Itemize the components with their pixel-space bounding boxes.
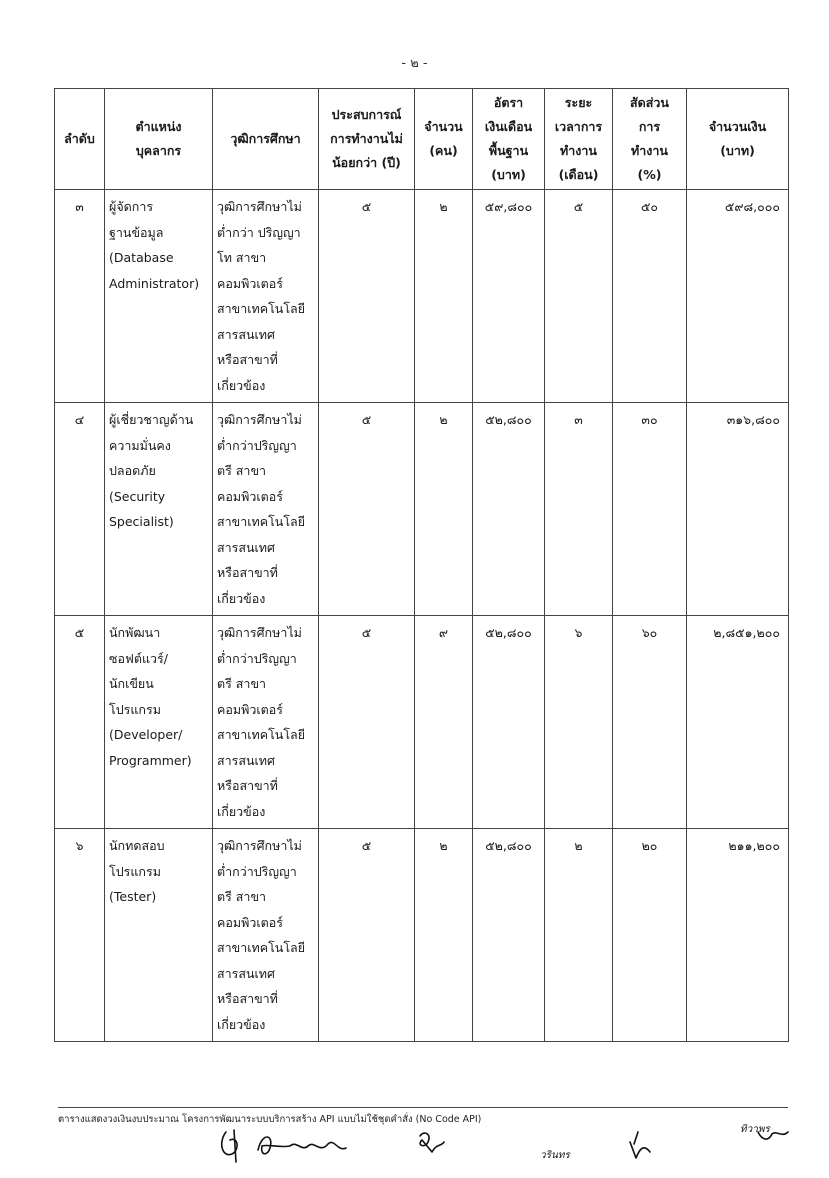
cell-amount: ๒๑๑,๒๐๐ — [687, 829, 789, 1042]
cell-salary: ๕๒,๘๐๐ — [473, 829, 545, 1042]
table-row — [55, 403, 789, 616]
signatures — [210, 1122, 810, 1172]
cell-no: ๖ — [55, 829, 105, 1042]
cell-position: ผู้เชี่ยวชาญด้าน ความมั่นคง ปลอดภัย (Security Specialist) — [105, 403, 213, 616]
header-no: ลำดับ — [55, 89, 105, 190]
cell-ratio: ๖๐ — [613, 616, 687, 829]
table-row — [55, 190, 789, 403]
table-header — [55, 89, 789, 190]
cell-duration: ๕ — [545, 190, 613, 403]
signature-mark — [420, 1133, 444, 1152]
signature-mark — [258, 1137, 346, 1154]
cell-duration: ๓ — [545, 403, 613, 616]
cell-salary: ๕๙,๘๐๐ — [473, 190, 545, 403]
signature-mark — [630, 1132, 650, 1158]
table-body — [55, 190, 789, 1042]
cell-position: นักทดสอบ โปรแกรม (Tester) — [105, 829, 213, 1042]
cell-no: ๓ — [55, 190, 105, 403]
cell-count: ๙ — [415, 616, 473, 829]
header-count: จำนวน (คน) — [415, 89, 473, 190]
cell-no: ๔ — [55, 403, 105, 616]
table-row — [55, 616, 789, 829]
cell-experience: ๕ — [319, 190, 415, 403]
cell-ratio: ๕๐ — [613, 190, 687, 403]
header-salary: อัตรา เงินเดือน พื้นฐาน (บาท) — [473, 89, 545, 190]
header-education: วุฒิการศึกษา — [213, 89, 319, 190]
cell-count: ๒ — [415, 403, 473, 616]
page-number: - ๒ - — [401, 56, 428, 71]
budget-table — [54, 88, 789, 1042]
signature-text: วรินทร — [540, 1150, 570, 1161]
header-duration: ระยะ เวลาการ ทำงาน (เดือน) — [545, 89, 613, 190]
cell-experience: ๕ — [319, 403, 415, 616]
cell-ratio: ๒๐ — [613, 829, 687, 1042]
header-position: ตำแหน่ง บุคลากร — [105, 89, 213, 190]
cell-education: วุฒิการศึกษาไม่ ต่ำกว่าปริญญา ตรี สาขา คอมพิวเตอร์ สาขาเทคโนโลยี สารสนเทศ หรือสาขาที่ เกี่ยวข้อง — [213, 403, 319, 616]
cell-amount: ๒,๘๕๑,๒๐๐ — [687, 616, 789, 829]
signature-mark — [222, 1130, 237, 1162]
cell-salary: ๕๒,๘๐๐ — [473, 403, 545, 616]
signature-text: ทิวาพร — [740, 1124, 770, 1135]
header-experience: ประสบการณ์ การทำงานไม่ น้อยกว่า (ปี) — [319, 89, 415, 190]
cell-salary: ๕๒,๘๐๐ — [473, 616, 545, 829]
cell-education: วุฒิการศึกษาไม่ ต่ำกว่า ปริญญา โท สาขา คอมพิวเตอร์ สาขาเทคโนโลยี สารสนเทศ หรือสาขาที่ เกี่ยวข้อง — [213, 190, 319, 403]
cell-experience: ๕ — [319, 829, 415, 1042]
cell-position: ผู้จัดการ ฐานข้อมูล (Database Administrator) — [105, 190, 213, 403]
cell-position: นักพัฒนา ซอฟต์แวร์/ นักเขียน โปรแกรม (Developer/ Programmer) — [105, 616, 213, 829]
header-amount: จำนวนเงิน (บาท) — [687, 89, 789, 190]
table-row — [55, 829, 789, 1042]
footer-caption: ตารางแสดงวงเงินงบประมาณ โครงการพัฒนาระบบบริการสร้าง API แบบไม่ใช้ชุดคำสั่ง (No Code API) — [58, 1114, 482, 1125]
cell-education: วุฒิการศึกษาไม่ ต่ำกว่าปริญญา ตรี สาขา คอมพิวเตอร์ สาขาเทคโนโลยี สารสนเทศ หรือสาขาที่ เกี่ยวข้อง — [213, 829, 319, 1042]
header-row — [55, 89, 789, 190]
cell-count: ๒ — [415, 190, 473, 403]
cell-amount: ๕๙๘,๐๐๐ — [687, 190, 789, 403]
cell-amount: ๓๑๖,๘๐๐ — [687, 403, 789, 616]
cell-no: ๕ — [55, 616, 105, 829]
footer-divider — [58, 1107, 788, 1108]
cell-ratio: ๓๐ — [613, 403, 687, 616]
cell-experience: ๕ — [319, 616, 415, 829]
cell-education: วุฒิการศึกษาไม่ ต่ำกว่าปริญญา ตรี สาขา คอมพิวเตอร์ สาขาเทคโนโลยี สารสนเทศ หรือสาขาที่ เกี่ยวข้อง — [213, 616, 319, 829]
cell-duration: ๒ — [545, 829, 613, 1042]
header-ratio: สัดส่วน การ ทำงาน (%) — [613, 89, 687, 190]
cell-count: ๒ — [415, 829, 473, 1042]
cell-duration: ๖ — [545, 616, 613, 829]
